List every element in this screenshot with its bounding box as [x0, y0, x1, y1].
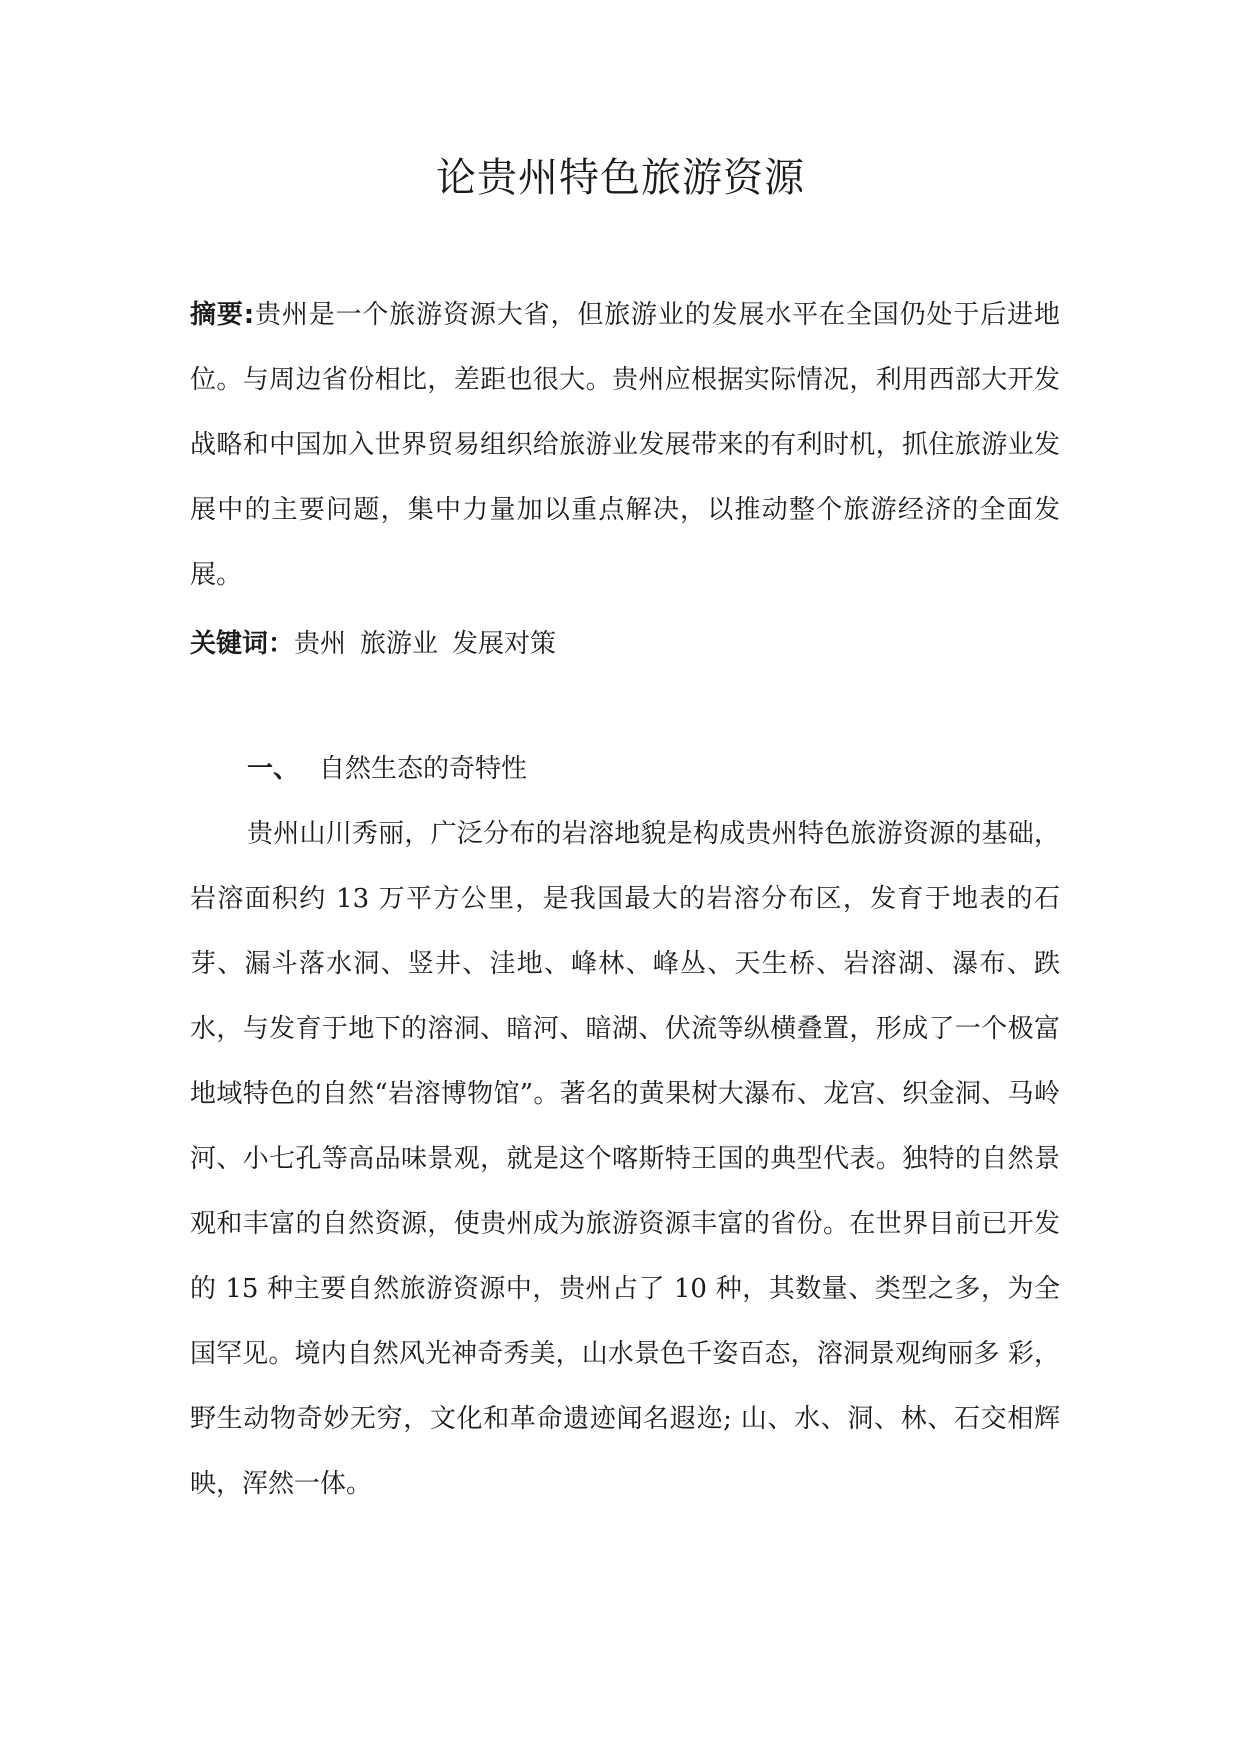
section-paragraph: 贵州山川秀丽，广泛分布的岩溶地貌是构成贵州特色旅游资源的基础，岩溶面积约 13 万平方公里，是我国最大的岩溶分布区，发育于地表的石芽、漏斗落水洞、竖井、洼地、峰林、峰丛、天生桥、岩溶湖、瀑布、跌水，与发育于地下的溶洞、暗河、暗湖、伏流等纵横叠置，形成了一个极富地域特色的自然“岩溶博物馆”。著名的黄果树大瀑布、龙宫、织金洞、马岭河、小七孔等高品味景观，就是这个喀斯特王国的典型代表。独特的自然景观和丰富的自然资源，使贵州成为旅游资源丰富的省份。在世界目前已开发的 15 种主要自然旅游资源中，贵州占了 10 种，其数量、类型之多，为全国罕见。境内自然风光神奇秀美，山水景色千姿百态，溶洞景观绚丽多 彩，野生动物奇妙无穷，文化和革命遗迹闻名遐迩; 山、水、洞、林、石交相辉映，浑然一体。 — [190, 819, 1060, 1499]
keywords-label: 关键词： — [190, 629, 295, 659]
section-number: 一、 — [247, 754, 300, 784]
document-title: 论贵州特色旅游资源 — [436, 155, 805, 201]
abstract-paragraph — [190, 283, 1060, 608]
keyword-item: 旅游业 — [360, 629, 439, 659]
abstract-text: 贵州是一个旅游资源大省，但旅游业的发展水平在全国仍处于后进地位。与周边省份相比，差距也很大。贵州应根据实际情况，利用西部大开发战略和中国加入世界贸易组织给旅游业发展带来的有利时机，抓住旅游业发展中的主要问题，集中力量加以重点解决，以推动整个旅游经济的全面发展。 — [190, 300, 1060, 590]
keyword-item: 发展对策 — [452, 629, 557, 659]
keywords-line — [190, 612, 1060, 677]
keyword-item: 贵州 — [294, 629, 347, 659]
section-heading — [247, 737, 527, 802]
section-title: 自然生态的奇特性 — [319, 754, 528, 784]
abstract-label: 摘要: — [190, 300, 255, 330]
